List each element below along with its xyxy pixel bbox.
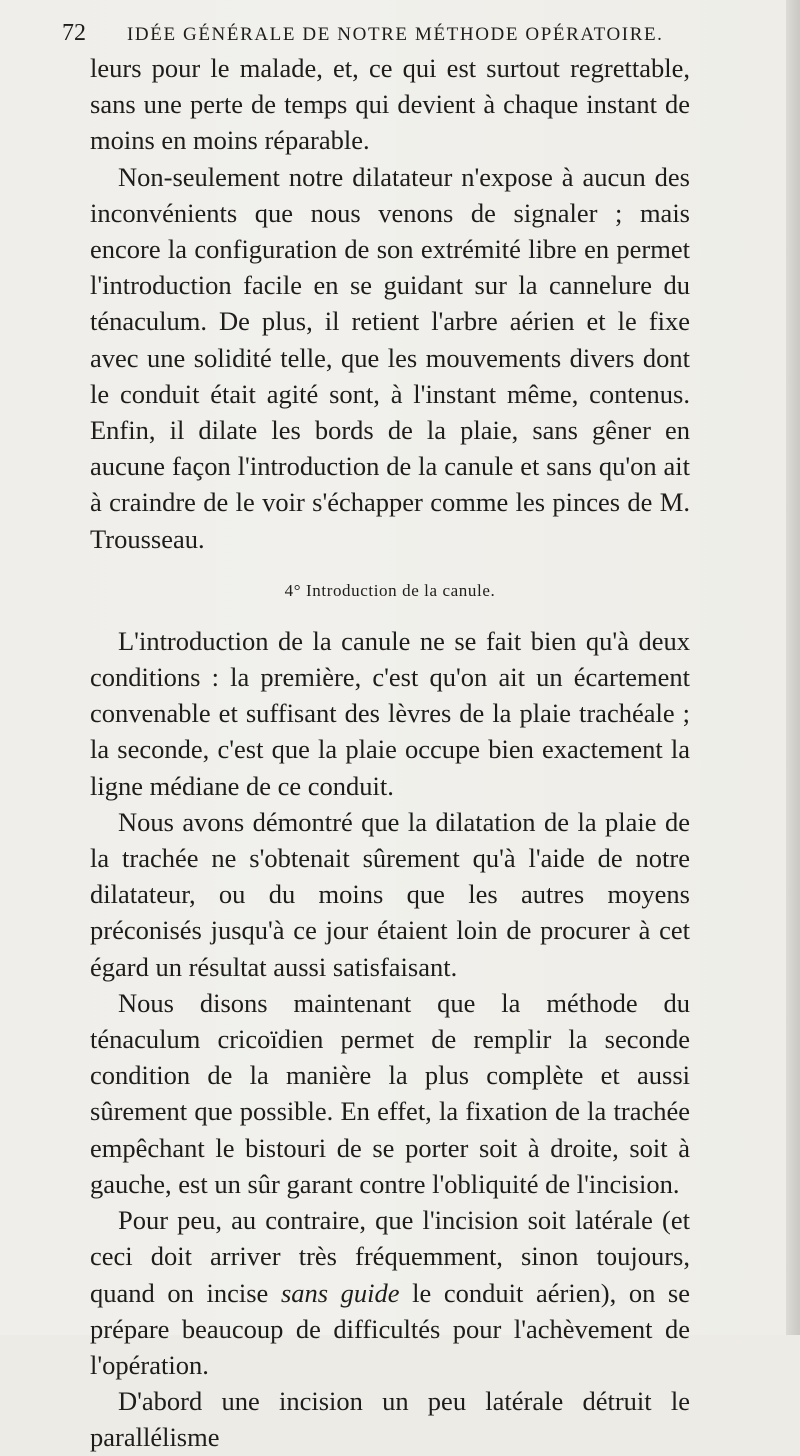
paragraph-text: le conduit aérien), on se prépare beaucoup de difficultés pour l'achèvement de l'opération.	[90, 1277, 691, 1380]
paragraph: L'introduction de la canule ne se fait bien qu'à deux conditions : la première, c'est qu'on ait un écartement convenable et suffisant des lèvres de la plaie trachéale ; la seconde, c'est que la plaie occupe bien exactement la ligne médiane de ce conduit.	[90, 625, 690, 801]
paragraph-continuation: leurs pour le malade, et, ce qui est surtout regrettable, sans une perte de temps qui devient à chaque instant de moins en moins réparable.	[90, 53, 690, 156]
paragraph: Nous disons maintenant que la méthode du ténaculum cricoïdien permet de remplir la seconde condition de la manière la plus complète et aussi sûrement que possible. En effet, la fixation de la trachée empêchant le bistouri de se porter soit à droite, soit à gauche, est un sûr garant contre l'obliquité de l'incision.	[90, 987, 690, 1199]
paragraph	[90, 1202, 690, 1383]
paragraph-text: Pour peu, au contraire, que l'incision soit latérale (et ceci doit arriver très fréquemment, sinon toujours, quand on incise	[90, 1205, 690, 1308]
paragraph: Nous avons démontré que la dilatation de la plaie de la trachée ne s'obtenait sûrement qu'à l'aide de notre dilatateur, ou du moins que les autres moyens préconisés jusqu'à ce jour étaient loin de procurer à cet égard un résultat aussi satisfaisant.	[90, 806, 690, 982]
paragraph: Non-seulement notre dilatateur n'expose à aucun des inconvénients que nous venons de signaler ; mais encore la configuration de son extrémité libre en permet l'introduction facile en se guidant sur la cannelure du ténaculum. De plus, il retient l'arbre aérien et le fixe avec une solidité telle, que les mouvements divers dont le conduit était agité sont, à l'instant même, contenus. Enfin, il dilate les bords de la plaie, sans gêner en aucune façon l'introduction de la canule et sans qu'on ait à craindre de le voir s'échapper comme les pinces de M. Trousseau.	[90, 161, 690, 554]
section-heading: 4° Introduction de la canule.	[284, 580, 496, 600]
page-edge	[786, 0, 800, 1335]
paragraph: D'abord une incision un peu latérale détruit le parallélisme	[90, 1386, 690, 1453]
italic-phrase: sans guide	[280, 1277, 400, 1308]
body-text	[90, 50, 690, 1456]
running-title: IDÉE GÉNÉRALE DE NOTRE MÉTHODE OPÉRATOIRE.	[127, 24, 664, 45]
running-header	[62, 20, 702, 50]
page-number: 72	[62, 20, 86, 46]
